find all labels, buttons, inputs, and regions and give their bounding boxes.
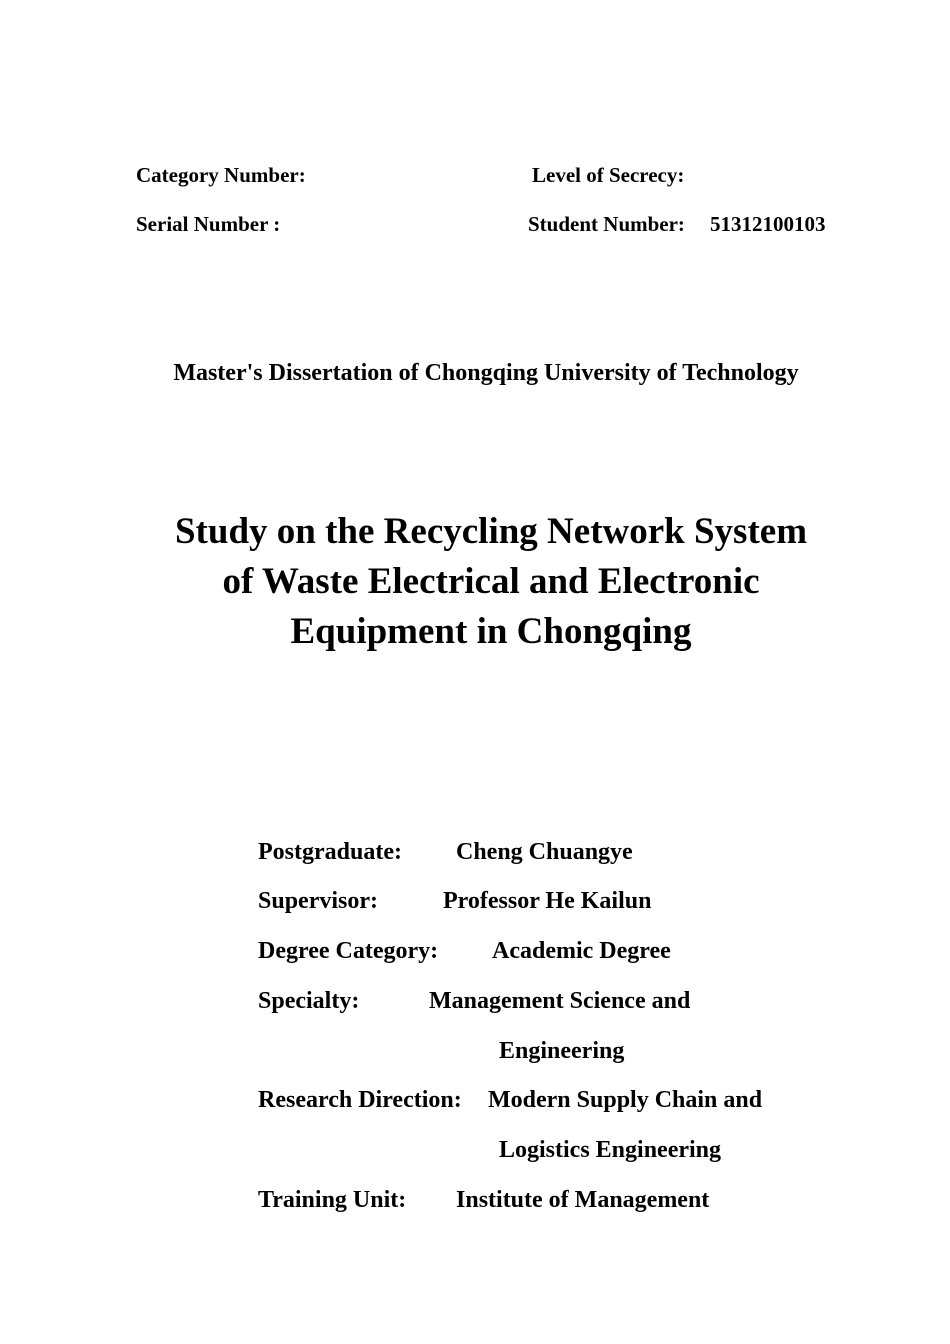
degree-category-label: Degree Category: xyxy=(258,938,439,964)
specialty-label: Specialty: xyxy=(258,988,360,1014)
postgraduate-label: Postgraduate: xyxy=(258,839,402,865)
research-direction-label: Research Direction: xyxy=(258,1087,462,1113)
dissertation-subtitle: Master's Dissertation of Chongqing University of Technology xyxy=(173,360,799,386)
level-of-secrecy-label: Level of Secrecy: xyxy=(532,163,685,187)
supervisor-label: Supervisor: xyxy=(258,888,378,914)
research-direction-value-line1: Modern Supply Chain and xyxy=(488,1087,763,1113)
research-direction-value-line2: Logistics Engineering xyxy=(499,1137,722,1163)
student-number-label: Student Number: xyxy=(528,212,685,236)
specialty-value-line2: Engineering xyxy=(499,1038,625,1064)
title-line: Study on the Recycling Network System xyxy=(174,511,808,552)
title-line: of Waste Electrical and Electronic xyxy=(222,561,760,602)
postgraduate-value: Cheng Chuangye xyxy=(456,839,633,865)
title-line: Equipment in Chongqing xyxy=(290,611,692,652)
serial-number-label: Serial Number : xyxy=(136,212,281,236)
specialty-value-line1: Management Science and xyxy=(429,988,691,1014)
training-unit-label: Training Unit: xyxy=(258,1187,407,1213)
degree-category-value: Academic Degree xyxy=(492,938,671,964)
training-unit-value: Institute of Management xyxy=(456,1187,710,1213)
category-number-label: Category Number: xyxy=(136,163,306,187)
dissertation-title xyxy=(0,507,950,657)
student-number-value: 51312100103 xyxy=(710,212,826,236)
supervisor-value: Professor He Kailun xyxy=(443,888,652,914)
